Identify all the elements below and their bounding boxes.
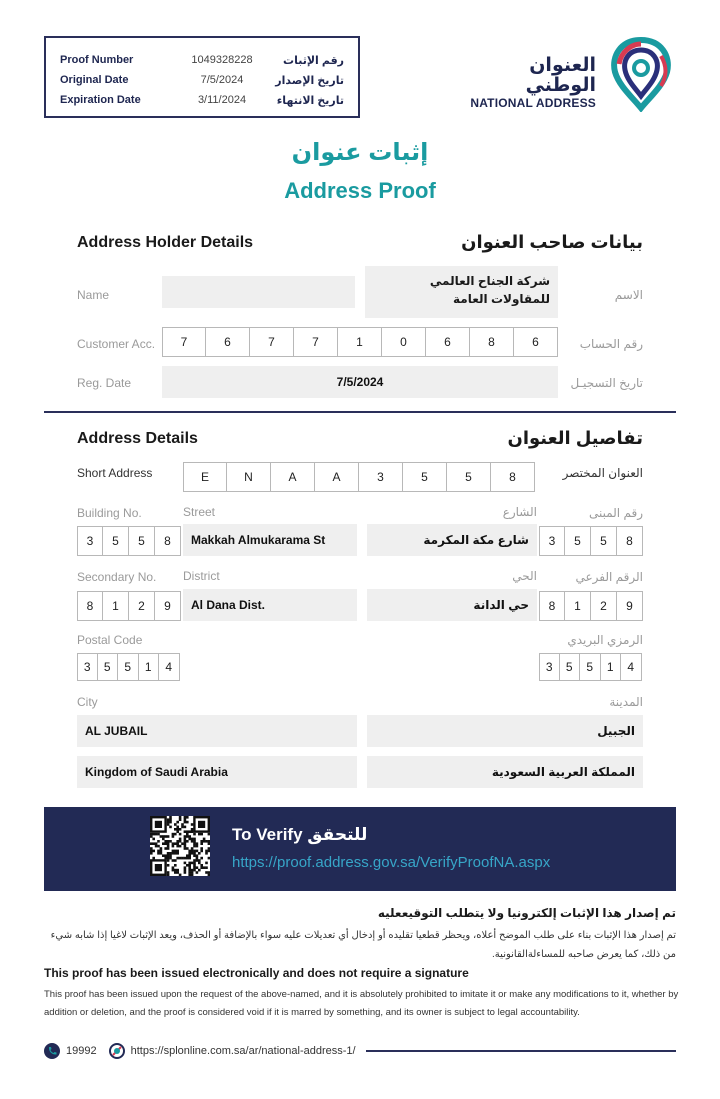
- footer-rule: [366, 1050, 676, 1052]
- digit-cell: 2: [591, 591, 617, 621]
- city-value-en: AL JUBAIL: [85, 724, 148, 738]
- proof-row: [60, 90, 344, 110]
- digit-cell: 7: [162, 327, 206, 357]
- postal-digits-ar: [539, 653, 642, 681]
- note-body-en: This proof has been issued upon the request of the above-named, and it is absolutely prohibited to imitate it or make any modifications to it, whether by addition or deletion, and the proof is considered void if it is marred by something, and its owner is subject to legal accountability.: [44, 989, 679, 1018]
- reg-date-label-en: Reg. Date: [77, 376, 132, 390]
- digit-cell: 6: [206, 327, 250, 357]
- digit-cell: 5: [565, 526, 591, 556]
- page-title-ar: إثبات عنوان: [291, 139, 429, 166]
- proof-row-label-ar: رقم الإثبات: [283, 54, 344, 67]
- digit-cell: 2: [129, 591, 155, 621]
- proof-row-label-ar: تاريخ الانتهاء: [276, 94, 344, 107]
- street-label-ar: الشارع: [502, 505, 537, 519]
- account-label-ar: رقم الحساب: [579, 337, 643, 351]
- digit-cell: 8: [617, 526, 643, 556]
- digit-cell: 9: [617, 591, 643, 621]
- building-label-ar: رقم المبنى: [588, 506, 643, 520]
- short-address-label-en: Short Address: [77, 466, 153, 480]
- holder-heading-ar: بيانات صاحب العنوان: [461, 232, 643, 252]
- proof-row-label-en: Expiration Date: [60, 94, 141, 106]
- digit-cell: 3: [77, 526, 103, 556]
- proof-row-label-en: Proof Number: [60, 54, 134, 66]
- footer-phone[interactable]: 19992: [66, 1045, 97, 1057]
- verify-label-ar: للتحقق: [307, 825, 368, 844]
- proof-row: [60, 50, 344, 70]
- digit-cell: 5: [103, 526, 129, 556]
- digit-cell: 5: [129, 526, 155, 556]
- digit-cell: 5: [580, 653, 601, 681]
- footer: [44, 1040, 676, 1062]
- digit-cell: 8: [470, 327, 514, 357]
- digit-cell: 7: [250, 327, 294, 357]
- digit-cell: 7: [294, 327, 338, 357]
- phone-icon: [44, 1043, 60, 1059]
- digit-cell: 0: [382, 327, 426, 357]
- digit-cell: 5: [591, 526, 617, 556]
- secondary-label-en: Secondary No.: [77, 570, 157, 584]
- logo-text-ar: العنوان الوطني: [525, 55, 596, 96]
- building-label-en: Building No.: [77, 506, 142, 520]
- digit-cell: 6: [514, 327, 558, 357]
- country-value-en: Kingdom of Saudi Arabia: [85, 765, 228, 779]
- digit-cell: 8: [491, 462, 535, 492]
- digit-cell: 5: [447, 462, 491, 492]
- verify-label-en: To Verify: [232, 825, 303, 844]
- digit-cell: 3: [359, 462, 403, 492]
- holder-heading-en: Address Holder Details: [77, 234, 254, 251]
- city-box-en: [77, 715, 357, 747]
- national-address-logo: [462, 36, 682, 112]
- postal-label-ar: الرمزي البريدي: [567, 633, 643, 647]
- address-heading-ar: تفاصيل العنوان: [507, 428, 643, 448]
- digit-cell: N: [227, 462, 271, 492]
- digit-cell: 1: [601, 653, 622, 681]
- street-value-en: Makkah Almukarama St: [191, 533, 326, 547]
- building-digits-ar: [539, 526, 643, 556]
- digit-cell: 4: [621, 653, 642, 681]
- verify-banner: [44, 807, 676, 891]
- section-divider: [44, 411, 676, 413]
- verify-link[interactable]: https://proof.address.gov.sa/VerifyProofNA.aspx: [232, 854, 551, 871]
- district-label-en: District: [183, 569, 220, 583]
- proof-row-value: 7/5/2024: [200, 74, 244, 86]
- footer-link[interactable]: https://splonline.com.sa/ar/national-address-1/: [130, 1045, 356, 1057]
- digit-cell: E: [183, 462, 227, 492]
- proof-row-value: 3/11/2024: [197, 94, 247, 106]
- web-icon: [109, 1043, 125, 1059]
- logo-text-en: NATIONAL ADDRESS: [470, 96, 596, 110]
- proof-info-box: [44, 36, 360, 118]
- postal-digits-en: [77, 653, 180, 681]
- district-box-en: [183, 589, 357, 621]
- city-label-ar: المدينة: [609, 695, 643, 709]
- street-box-ar: [367, 524, 537, 556]
- digit-cell: 1: [139, 653, 160, 681]
- digit-cell: 8: [77, 591, 103, 621]
- proof-row-value: 1049328228: [191, 54, 253, 66]
- proof-row: [60, 70, 344, 90]
- country-box-ar: [367, 756, 643, 788]
- page-title-en: Address Proof: [284, 178, 436, 203]
- digit-cell: 5: [118, 653, 139, 681]
- street-box-en: [183, 524, 357, 556]
- digit-cell: 6: [426, 327, 470, 357]
- reg-date-value: 7/5/2024: [336, 375, 384, 389]
- digit-cell: 1: [338, 327, 382, 357]
- name-label-ar: الاسم: [614, 288, 643, 302]
- digit-cell: 9: [155, 591, 181, 621]
- digit-cell: 8: [155, 526, 181, 556]
- district-value-en: Al Dana Dist.: [191, 598, 266, 612]
- reg-date-label-ar: تاريخ التسجيـل: [570, 376, 643, 390]
- account-digits: [162, 327, 558, 357]
- pin-logo-icon: [605, 36, 677, 112]
- qr-code-icon[interactable]: [150, 816, 210, 876]
- country-value-ar: المملكة العربية السعودية: [491, 765, 635, 779]
- name-label-en: Name: [77, 288, 110, 302]
- reg-date-box: [162, 366, 558, 398]
- address-heading-en: Address Details: [77, 430, 198, 447]
- city-label-en: City: [77, 695, 98, 709]
- name-value-ar: شركة الجناح العالمي للمقاولات العامة: [429, 274, 550, 306]
- note-title-ar: تم إصدار هذا الإثبات إلكترونيا ولا يتطلب التوقيععليه: [377, 906, 676, 920]
- name-box-ar: [365, 266, 558, 318]
- city-value-ar: الجبيل: [597, 724, 635, 738]
- proof-row-label-en: Original Date: [60, 74, 129, 86]
- district-box-ar: [367, 589, 537, 621]
- secondary-digits-ar: [539, 591, 643, 621]
- district-value-ar: حي الدانة: [473, 598, 529, 612]
- proof-row-label-ar: تاريخ الإصدار: [275, 74, 344, 87]
- city-box-ar: [367, 715, 643, 747]
- secondary-digits-en: [77, 591, 181, 621]
- secondary-label-ar: الرقم الفرعي: [575, 570, 643, 584]
- digit-cell: 3: [539, 526, 565, 556]
- digit-cell: A: [271, 462, 315, 492]
- digit-cell: 3: [539, 653, 560, 681]
- account-label-en: Customer Acc.: [77, 337, 156, 351]
- digit-cell: 3: [77, 653, 98, 681]
- postal-label-en: Postal Code: [77, 633, 143, 647]
- street-value-ar: شارع مكة المكرمة: [423, 533, 529, 547]
- note-title-en: This proof has been issued electronically and does not require a signature: [44, 966, 469, 980]
- short-address-label-ar: العنوان المختصر: [562, 466, 643, 480]
- digit-cell: 5: [98, 653, 119, 681]
- building-digits-en: [77, 526, 181, 556]
- digit-cell: A: [315, 462, 359, 492]
- short-address-chars: [183, 462, 535, 492]
- street-label-en: Street: [183, 505, 216, 519]
- digit-cell: 5: [403, 462, 447, 492]
- digit-cell: 1: [565, 591, 591, 621]
- note-body-ar: تم إصدار هذا الإثبات بناء على طلب الموضح أعلاه، ويحظر قطعيا تقليده أو إدخال أي تعديلات عليه سواء بالإضافة أو الحذف، ويعد الإثبات لاغيا إذا شابه شيء من ذلك، كما يعرض صاحبه للمساءلةالقانونية.: [50, 930, 676, 960]
- digit-cell: 4: [159, 653, 180, 681]
- digit-cell: 8: [539, 591, 565, 621]
- country-box-en: [77, 756, 357, 788]
- district-label-ar: الحي: [512, 569, 537, 583]
- digit-cell: 1: [103, 591, 129, 621]
- digit-cell: 5: [560, 653, 581, 681]
- name-box-en: [162, 276, 355, 308]
